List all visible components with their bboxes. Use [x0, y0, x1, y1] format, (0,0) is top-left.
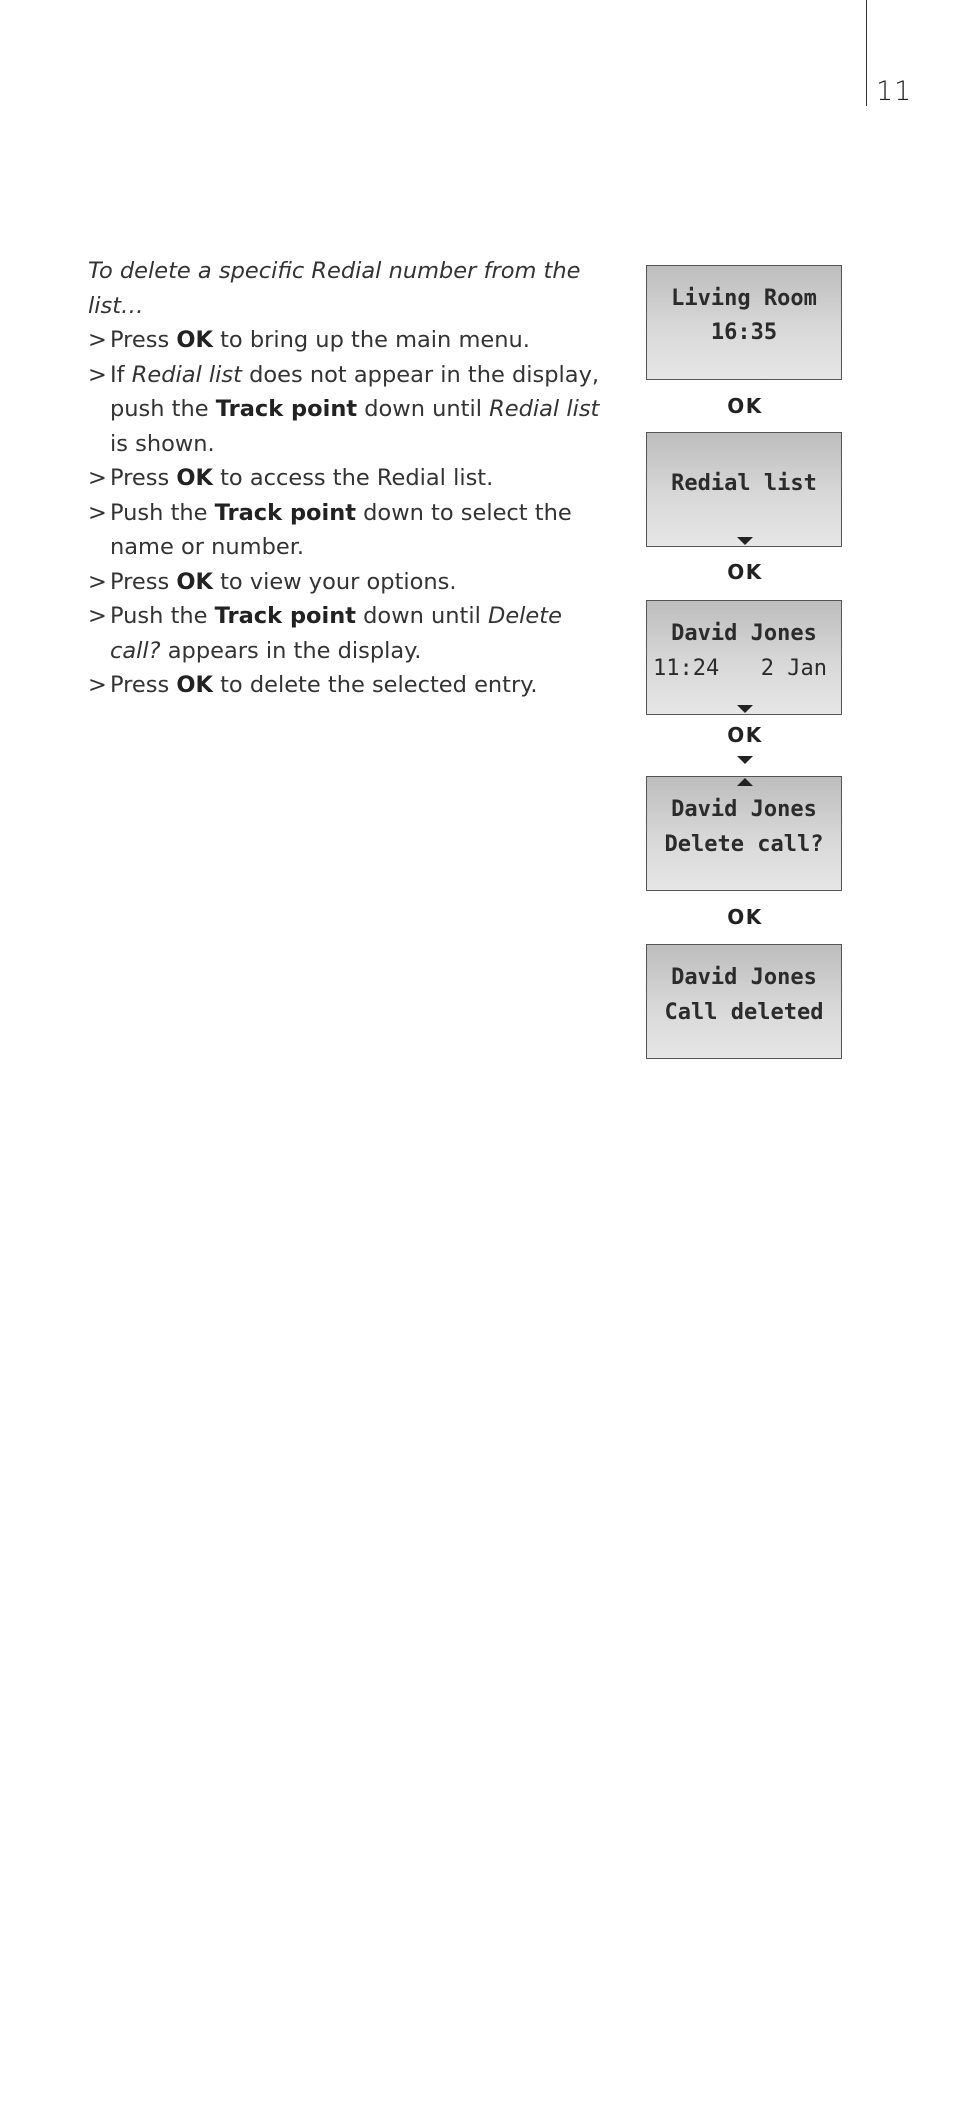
step-text: to view your options. — [212, 568, 457, 595]
step-keyword: OK — [176, 568, 213, 595]
display-line-1: Redial list — [671, 471, 817, 496]
display-redial-list — [646, 432, 842, 547]
page-margin-rule — [866, 0, 867, 106]
display-redial-entry — [646, 600, 842, 715]
step-keyword: Track point — [215, 396, 358, 422]
step-text: to access the Redial list. — [212, 465, 494, 491]
scroll-down-arrow-icon — [737, 705, 753, 713]
step-keyword: OK — [176, 465, 213, 491]
step-1 — [88, 323, 608, 358]
step-7 — [88, 668, 608, 703]
step-text: If — [110, 361, 132, 388]
ok-key-label: OK — [727, 905, 763, 929]
display-call-deleted — [646, 944, 842, 1059]
entry-time: 11:24 — [653, 656, 720, 681]
entry-date: 2 Jan — [760, 656, 827, 681]
step-text: down until — [356, 603, 489, 629]
scroll-up-arrow-icon — [737, 778, 753, 786]
step-2 — [88, 358, 608, 462]
step-display-term: Delete call? — [110, 603, 562, 664]
step-6 — [88, 599, 608, 668]
step-text: Push the — [110, 603, 215, 629]
instruction-steps — [88, 323, 608, 703]
step-keyword: Track point — [214, 603, 356, 629]
step-display-term: Redial list — [489, 396, 600, 422]
step-keyword: Track point — [214, 499, 356, 526]
step-text: to bring up the main menu. — [212, 327, 530, 353]
page-number: 11 — [876, 76, 913, 107]
display-line-1: David Jones — [671, 797, 817, 822]
step-text: down until — [357, 396, 490, 422]
display-line-2: 16:35 — [710, 320, 778, 345]
step-text: to delete the selected entry. — [212, 672, 538, 698]
step-text: Press — [110, 465, 177, 491]
display-entry-row — [653, 656, 827, 681]
display-living-room — [646, 265, 842, 380]
display-line-1: David Jones — [671, 965, 817, 990]
step-3 — [88, 461, 608, 496]
step-text: Press — [110, 672, 177, 698]
step-text: is shown. — [110, 430, 215, 457]
step-text: Press — [110, 327, 177, 353]
step-text: Push the — [110, 499, 215, 526]
track-point-down-arrow-icon — [737, 756, 753, 764]
step-4 — [88, 496, 608, 565]
step-text: does not appear in the display, push the — [110, 361, 600, 422]
ok-key-label: OK — [727, 560, 763, 584]
ok-key-label: OK — [727, 394, 763, 418]
display-line-2: Delete call? — [664, 832, 824, 857]
step-text: down to select the name or number. — [110, 499, 572, 560]
step-display-term: Redial list — [131, 361, 242, 388]
instructions-block — [88, 254, 608, 703]
display-delete-call — [646, 776, 842, 891]
instructions-intro: To delete a specific Redial number from the list… — [88, 258, 581, 319]
step-5 — [88, 565, 608, 600]
display-line-1: Living Room — [671, 286, 817, 311]
step-text: Press — [110, 568, 177, 595]
ok-key-label: OK — [727, 723, 763, 747]
scroll-down-arrow-icon — [737, 537, 753, 545]
step-keyword: OK — [176, 327, 213, 353]
step-text: appears in the display. — [160, 637, 422, 664]
display-line-2: Call deleted — [664, 1000, 824, 1025]
step-keyword: OK — [176, 672, 213, 698]
display-line-1: David Jones — [671, 621, 817, 646]
